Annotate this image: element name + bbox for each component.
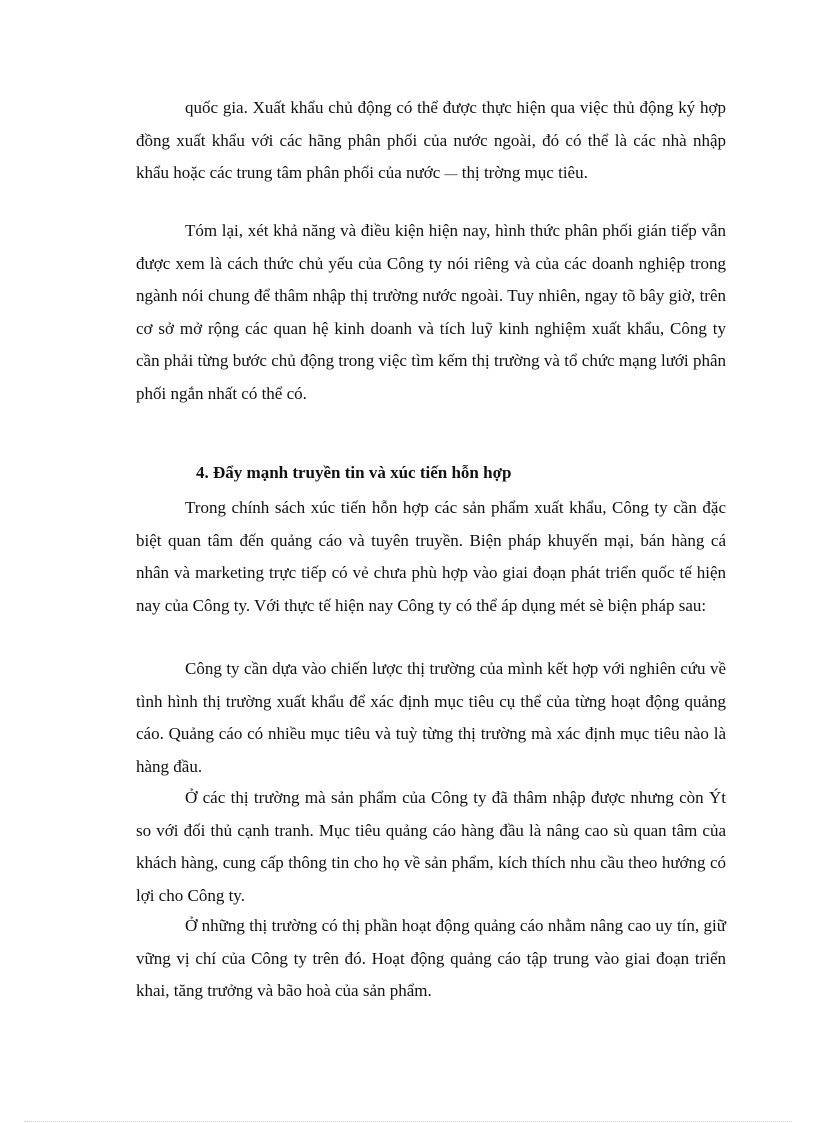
paragraph-tail-text: thị trờng mục tiêu.: [461, 163, 588, 182]
dash-mark: —: [444, 166, 458, 181]
paragraph-promotion-policy: Trong chính sách xúc tiến hỗn hợp các sản phẩm xuất khẩu, Công ty cần đặc biệt quan tâm đến quảng cáo và tuyên truyền. Biện pháp khuyến mại, bán hàng cá nhân và marketing trực tiếp có vẻ chưa phù hợp vào giai đoạn phát triển quốc tế hiện nay của Công ty. Với thực tế hiện nay Công ty có thể áp dụng mét sè biện pháp sau:: [136, 498, 726, 615]
page-bottom-dotted-line: [24, 1121, 792, 1122]
paragraph-market-share: Ở những thị trường có thị phần hoạt động quảng cáo nhằm nâng cao uy tín, giữ vững vị chí của Công ty trên đó. Hoạt động quảng cáo tập trung vào giai đoạn triển khai, tăng trưởng và bão hoà của sản phẩm.: [136, 916, 726, 1000]
paragraph-continuation: [136, 92, 726, 191]
paragraph-entered-markets: Ở các thị trường mà sản phẩm của Công ty đã thâm nhập được nhưng còn Ýt so với đối thủ cạnh tranh. Mục tiêu quảng cáo hàng đầu là nâng cao sù quan tâm của khách hàng, cung cấp thông tin cho họ về sản phẩm, kích thích nhu cầu theo hướng có lợi cho Công ty.: [136, 788, 726, 905]
paragraph-summary: Tóm lại, xét khả năng và điều kiện hiện nay, hình thức phân phối gián tiếp vẫn được xem là cách thức chủ yếu của Công ty nói riêng và của các doanh nghiệp trong ngành nói chung để thâm nhập thị trường nước ngoài. Tuy nhiên, ngay tõ bây giờ, trên cơ sở mở rộng các quan hệ kinh doanh và tích luỹ kinh nghiệm xuất khẩu, Công ty cần phải từng bước chủ động trong việc tìm kếm thị trường và tổ chức mạng lưới phân phối ngắn nhất có thể có.: [136, 221, 726, 403]
paragraph-text: quốc gia. Xuất khẩu chủ động có thể được thực hiện qua việc thủ động ký hợp đồng xuất khẩu với các hãng phân phối của nước ngoài, đó có thể là các nhà nhập khẩu hoặc các trung tâm phân phối của nước: [136, 98, 726, 182]
section-heading: 4. Đẩy mạnh truyền tin và xúc tiến hỗn hợp: [196, 463, 512, 482]
paragraph-market-strategy: Công ty cần dựa vào chiến lược thị trường của mình kết hợp với nghiên cứu về tình hình thị trường xuất khẩu để xác định mục tiêu cụ thể của từng hoạt động quảng cáo. Quảng cáo có nhiều mục tiêu và tuỳ từng thị trường mà xác định mục tiêu nào là hàng đầu.: [136, 659, 726, 776]
